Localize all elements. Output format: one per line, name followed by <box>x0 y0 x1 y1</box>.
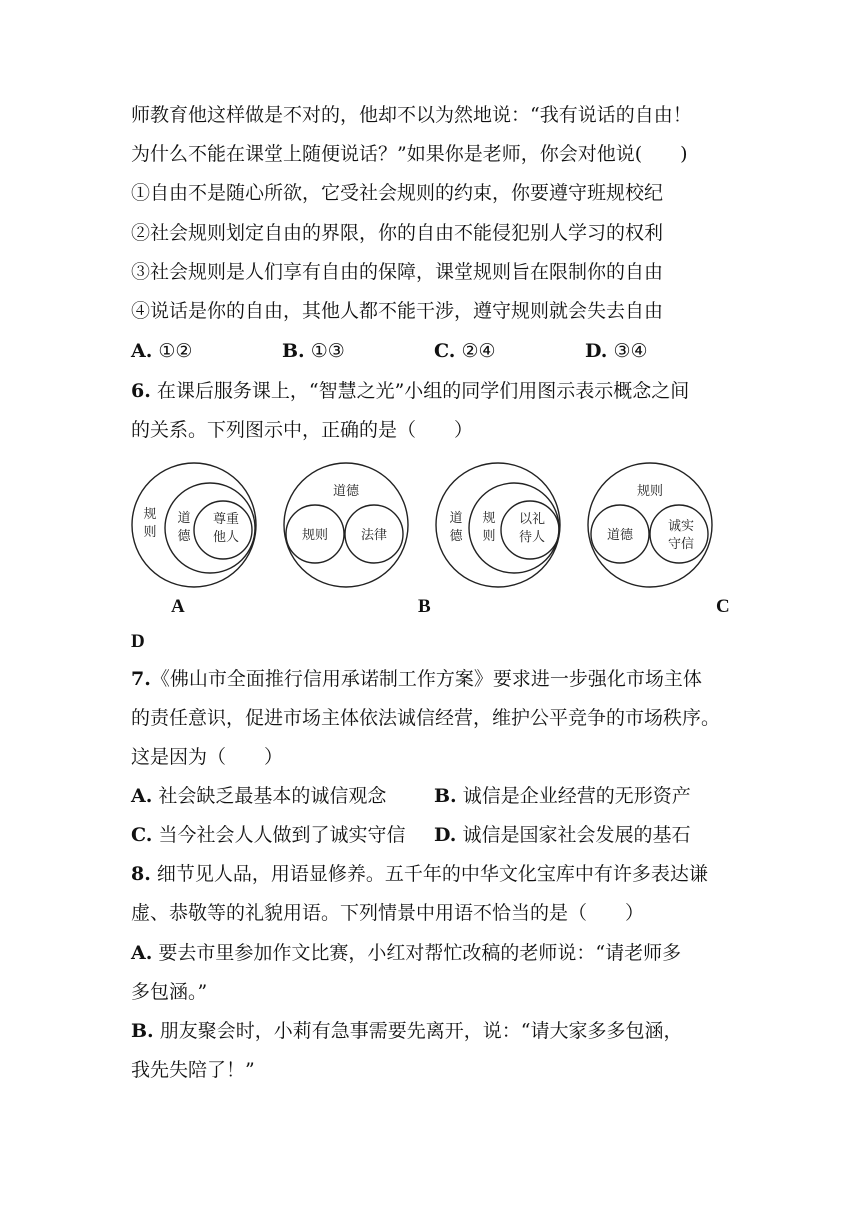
q8-option-a-line1: A. 要去市里参加作文比赛，小红对帮忙改稿的老师说：“请老师多 <box>131 942 682 964</box>
q5-stem-line2: 为什么不能在课堂上随便说话？”如果你是老师，你会对他说( ) <box>131 143 688 165</box>
q7-option-b: B. 诚信是企业经营的无形资产 <box>434 785 691 807</box>
diagram-c-middle-label-1: 规 <box>482 511 496 526</box>
q6-stem-line2: 的关系。下列图示中，正确的是（ ） <box>131 419 474 441</box>
q7-stem-line2: 的责任意识，促进市场主体依法诚信经营，维护公平竞争的市场秩序。 <box>131 707 721 729</box>
q5-option-c: C. ②④ <box>434 340 496 362</box>
q7-option-d: D. 诚信是国家社会发展的基石 <box>434 824 691 846</box>
q5-item-2: ②社会规则划定自由的界限，你的自由不能侵犯别人学习的权利 <box>131 222 664 244</box>
q8-option-b-line1: B. 朋友聚会时，小莉有急事需要先离开，说：“请大家多多包涵， <box>131 1020 683 1042</box>
diagram-c-inner-label-1: 以礼 <box>518 512 546 527</box>
diagram-b <box>284 463 408 587</box>
diagram-b-outer-label: 道德 <box>332 484 360 499</box>
q5-option-a: A. ①② <box>131 340 193 362</box>
q5-item-1: ①自由不是随心所欲，它受社会规则的约束，你要遵守班规校纪 <box>131 182 664 204</box>
diagram-a-inner-label-2: 他人 <box>212 530 240 545</box>
diagram-d-right-label-1: 诚实 <box>667 519 695 534</box>
q5-option-d: D. ③④ <box>585 340 648 362</box>
q5-item-4: ④说话是你的自由，其他人都不能干涉，遵守规则就会失去自由 <box>131 300 664 322</box>
diagram-a-letter: A <box>171 596 185 617</box>
q6-stem-line1: 6. 在课后服务课上，“智慧之光”小组的同学们用图示表示概念之间 <box>131 380 690 402</box>
diagram-d-right-label-2: 守信 <box>667 537 695 552</box>
diagram-d-outer-label: 规则 <box>636 484 664 499</box>
diagram-b-right-label: 法律 <box>360 528 388 543</box>
diagram-a-middle-label-1: 道 <box>177 511 191 526</box>
q7-option-c: C. 当今社会人人做到了诚实守信 <box>131 824 406 846</box>
diagram-c-outer-label-1: 道 <box>449 511 463 526</box>
q8-stem-line2: 虚、恭敬等的礼貌用语。下列情景中用语不恰当的是（ ） <box>131 902 645 924</box>
diagram-b-left-label: 规则 <box>301 528 329 543</box>
diagram-d-letter: D <box>131 631 145 652</box>
diagram-a-middle-label-2: 德 <box>177 529 191 544</box>
q5-item-3: ③社会规则是人们享有自由的保障，课堂规则旨在限制你的自由 <box>131 261 664 283</box>
diagram-c-letter: C <box>716 596 730 617</box>
q8-option-a-line2: 多包涵。” <box>131 981 208 1003</box>
q5-option-b: B. ①③ <box>282 340 345 362</box>
diagram-c-middle-label-2: 则 <box>482 529 496 544</box>
q7-stem-line3: 这是因为（ ） <box>131 746 284 768</box>
diagram-c-outer-label-2: 德 <box>449 529 463 544</box>
diagram-b-letter: B <box>418 596 431 617</box>
q5-stem-line1: 师教育他这样做是不对的，他却不以为然地说：“我有说话的自由！ <box>131 104 692 126</box>
q6-diagram-row <box>0 455 860 595</box>
diagram-d-left-label: 道德 <box>606 528 634 543</box>
q8-stem-line1: 8. 细节见人品，用语显修养。五千年的中华文化宝库中有许多表达谦 <box>131 863 708 885</box>
diagram-a-outer-label-2: 则 <box>143 525 157 540</box>
diagram-a-inner-label-1: 尊重 <box>212 512 240 527</box>
q7-option-a: A. 社会缺乏最基本的诚信观念 <box>131 785 387 807</box>
diagram-c-inner-label-2: 待人 <box>518 530 546 545</box>
diagram-a-outer-label-1: 规 <box>143 507 157 522</box>
q8-option-b-line2: 我先失陪了！” <box>131 1059 255 1081</box>
q7-stem-line1: 7.《佛山市全面推行信用承诺制工作方案》要求进一步强化市场主体 <box>131 668 702 690</box>
